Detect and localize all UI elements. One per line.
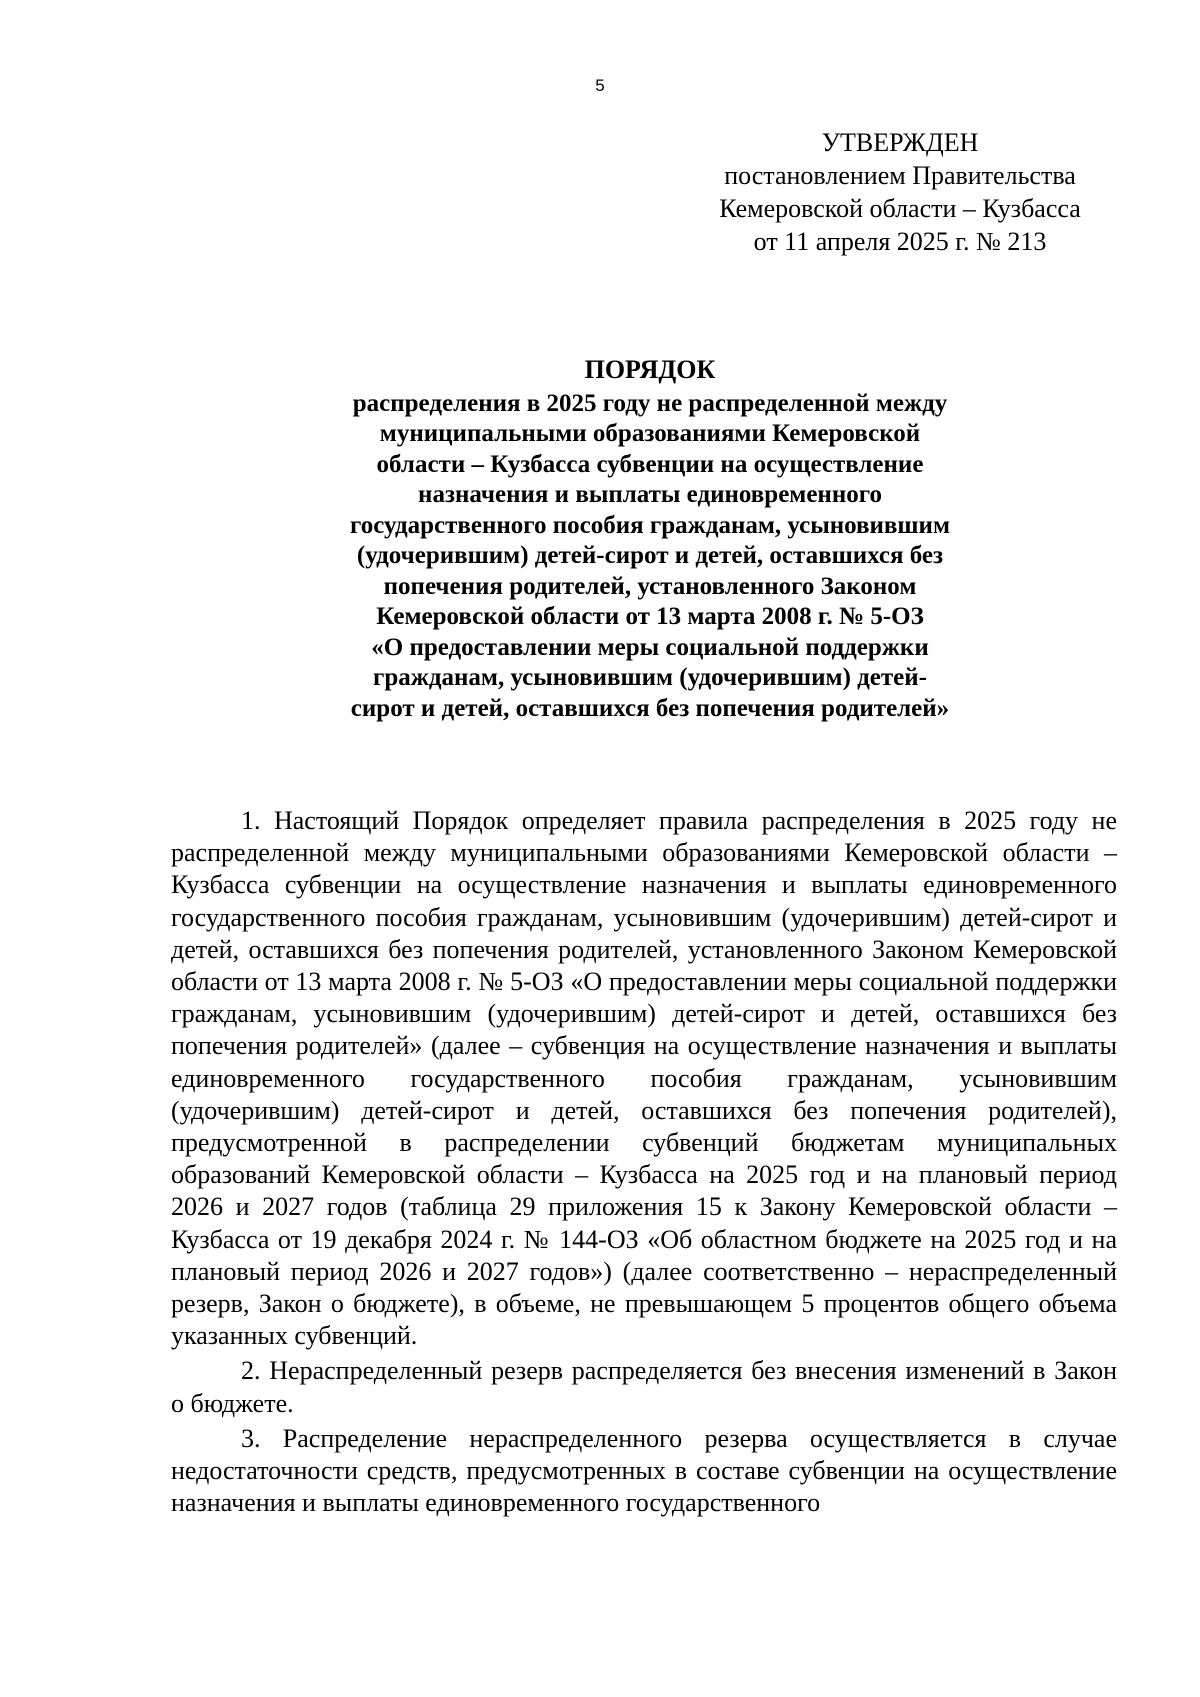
page-number: 5: [595, 76, 605, 95]
subtitle-line: (удочерившим) детей-сирот и детей, оставшихся без: [356, 542, 944, 569]
subtitle-line: сирот и детей, оставшихся без попечения родителей»: [350, 694, 950, 722]
document-body: [171, 805, 1117, 1522]
subtitle-line: распределения в 2025 году не распределенной между: [352, 389, 948, 417]
subtitle-line: государственного пособия гражданам, усыновившим: [350, 511, 950, 539]
approval-line-region: Кемеровской области – Кузбасса: [719, 194, 1081, 223]
paragraph-3: 3. Распределение нераспределенного резерва осуществляется в случае недостаточности средств, предусмотренных в составе субвенции на осуществление назначения и выплаты единовременного государственного: [171, 1423, 1117, 1518]
subtitle-line: области – Кузбасса субвенции на осуществление: [376, 450, 924, 478]
approval-line-resolution: постановлением Правительства: [724, 161, 1076, 190]
approval-line-date: от 11 апреля 2025 г. № 213: [753, 227, 1047, 256]
subtitle-line: «О предоставлении меры социальной поддержки: [371, 633, 929, 661]
paragraph-2: 2. Нераспределенный резерв распределяется без внесения изменений в Закон о бюджете.: [171, 1356, 1117, 1418]
document-title: ПОРЯДОК: [584, 355, 716, 384]
approval-stamp-block: [690, 126, 1110, 258]
document-title-block: [300, 355, 1000, 724]
subtitle-line: муниципальными образованиями Кемеровской: [379, 420, 921, 447]
subtitle-line: назначения и выплаты единовременного: [418, 481, 882, 508]
subtitle-line: Кемеровской области от 13 марта 2008 г. № 5-ОЗ: [376, 603, 924, 630]
paragraph-1: 1. Настоящий Порядок определяет правила распределения в 2025 году не распределенной между муниципальными образованиями Кемеровской области – Кузбасса субвенции на осуществление назначения и выплаты единовременного государственного пособия гражданам, усыновившим (удочерившим) детей-сирот и детей, оставшихся без попечения родителей, установленного Законом Кемеровской области от 13 марта 2008 г. № 5-ОЗ «О предоставлении меры социальной поддержки гражданам, усыновившим (удочерившим) детей-сирот и детей, оставшихся без попечения родителей» (далее – субвенция на осуществление назначения и выплаты единовременного государственного пособия гражданам, усыновившим (удочерившим) детей-сирот и детей, оставшихся без попечения родителей), предусмотренной в распределении субвенций бюджетам муниципальных образований Кемеровской области – Кузбасса на 2025 год и на плановый период 2026 и 2027 годов (таблица 29 приложения 15 к Закону Кемеровской области – Кузбасса от 19 декабря 2024 г. № 144-ОЗ «Об областном бюджете на 2025 год и на плановый период 2026 и 2027 годов») (далее соответственно – нераспределенный резерв, Закон о бюджете), в объеме, не превышающем 5 процентов общего объема указанных субвенций.: [171, 806, 1117, 1351]
subtitle-line: гражданам, усыновившим (удочерившим) детей-: [372, 664, 927, 691]
subtitle-line: попечения родителей, установленного Законом: [383, 572, 917, 600]
approval-line-approved: УТВЕРЖДЕН: [821, 128, 979, 157]
